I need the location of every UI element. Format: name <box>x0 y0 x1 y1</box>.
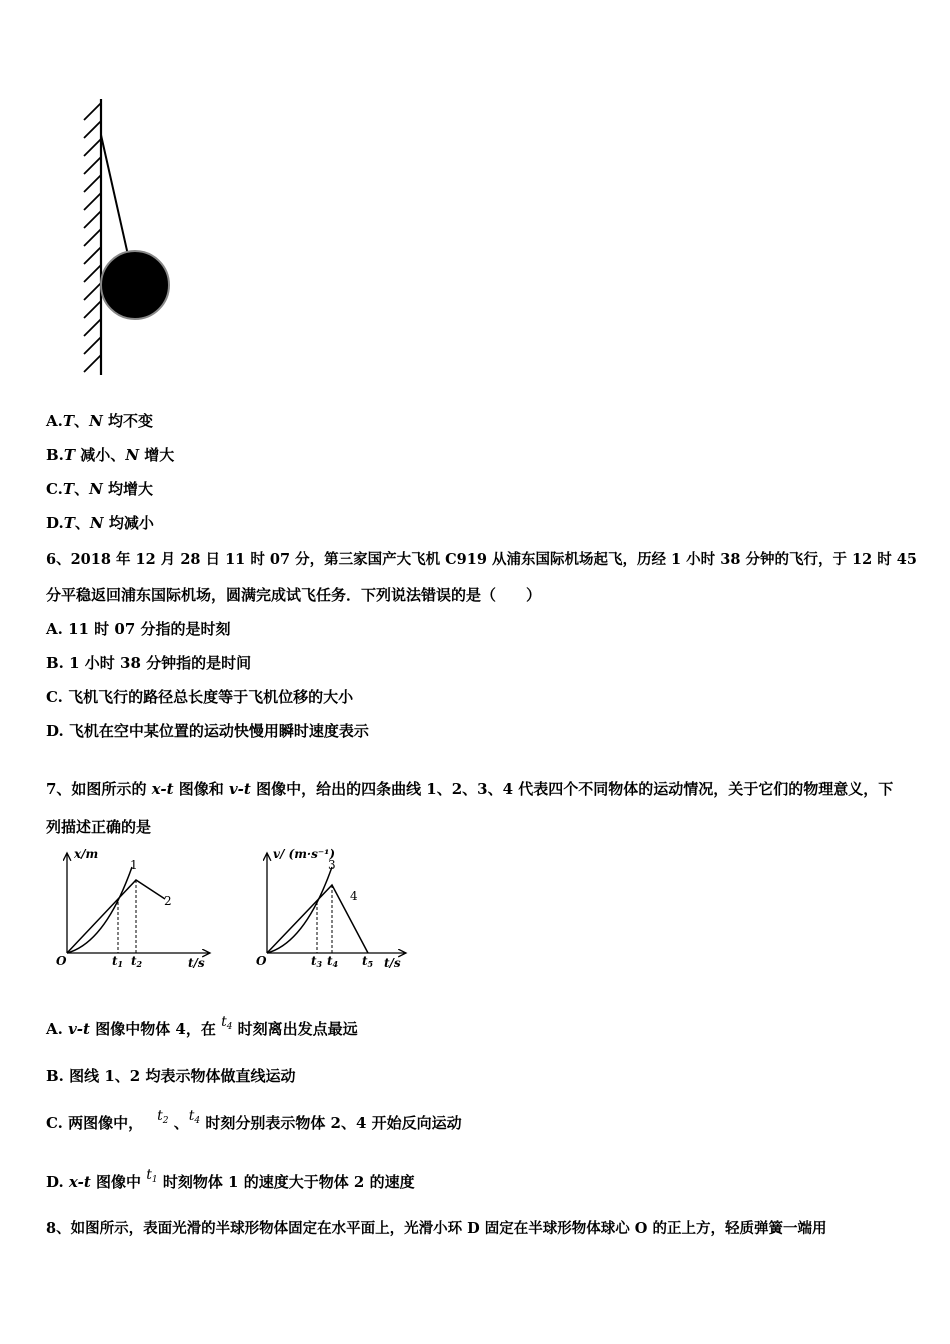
q7-option-d: D. x-t 图像中 $t_1$ 时刻物体 1 的速度大于物体 2 的速度 <box>46 1167 415 1191</box>
vt-graph <box>250 845 440 975</box>
q5-option-c: C.T、N 均增大 <box>46 480 154 498</box>
q7-stem-line1: 7、如图所示的 x-t 图像和 v-t 图像中，给出的四条曲线 1、2、3、4 代表四个不同物体的运动情况，关于它们的物理意义，下 <box>46 780 894 798</box>
vt-xlabel: t/s <box>384 956 401 970</box>
xt-ylabel: x/m <box>74 847 99 861</box>
xt-origin: O <box>56 954 67 968</box>
q6-option-d: D. 飞机在空中某位置的运动快慢用瞬时速度表示 <box>46 722 369 740</box>
xt-label-2: 2 <box>164 894 172 908</box>
string-line <box>101 135 128 255</box>
q7-option-c: C. 两图像中， $t_2$ 、$t_4$ 时刻分别表示物体 2、4 开始反向运动 <box>46 1108 462 1132</box>
q6-option-a: A. 11 时 07 分指的是时刻 <box>46 620 231 638</box>
q7-stem-line2: 列描述正确的是 <box>46 818 152 836</box>
xt-graph <box>50 845 230 975</box>
q7-option-a: A. v-t 图像中物体 4，在 $t_4$ 时刻离出发点最远 <box>46 1014 358 1038</box>
q7-option-b: B. 图线 1、2 均表示物体做直线运动 <box>46 1067 296 1085</box>
q5-option-d: D.T、N 均减小 <box>46 514 154 532</box>
vt-t4: t4 <box>327 954 339 969</box>
xt-t2: t2 <box>131 954 143 969</box>
vt-label-4: 4 <box>350 889 358 903</box>
vt-t5: t5 <box>362 954 374 969</box>
vt-t3: t3 <box>311 954 323 969</box>
q5-option-b: B.T 减小、N 增大 <box>46 446 175 464</box>
vt-label-3: 3 <box>328 858 336 872</box>
q6-stem-line2: 分平稳返回浦东国际机场，圆满完成试飞任务．下列说法错误的是（ ） <box>46 586 542 604</box>
q6-stem-line1: 6、2018 年 12 月 28 日 11 时 07 分，第三家国产大飞机 C919 从浦东国际机场起飞，历经 1 小时 38 分钟的飞行，于 12 时 45 <box>46 551 917 568</box>
vt-origin: O <box>256 954 267 968</box>
xt-line-2 <box>67 880 165 953</box>
wall-ball-figure <box>70 95 210 385</box>
ball <box>101 251 169 319</box>
xt-xlabel: t/s <box>188 956 205 970</box>
xt-t1: t1 <box>112 954 124 969</box>
vt-ylabel: v/ (m·s⁻¹) <box>273 847 336 861</box>
q5-option-a: A.T、N 均不变 <box>46 412 154 430</box>
q6-option-c: C. 飞机飞行的路径总长度等于飞机位移的大小 <box>46 688 354 706</box>
q8-stem-line1: 8、如图所示，表面光滑的半球形物体固定在水平面上，光滑小环 D 固定在半球形物体球心 O 的正上方，轻质弹簧一端用 <box>46 1220 827 1237</box>
q6-option-b: B. 1 小时 38 分钟指的是时间 <box>46 654 252 672</box>
xt-curve-1 <box>67 867 132 953</box>
xt-label-1: 1 <box>130 858 138 872</box>
vt-curve-3 <box>267 867 332 953</box>
